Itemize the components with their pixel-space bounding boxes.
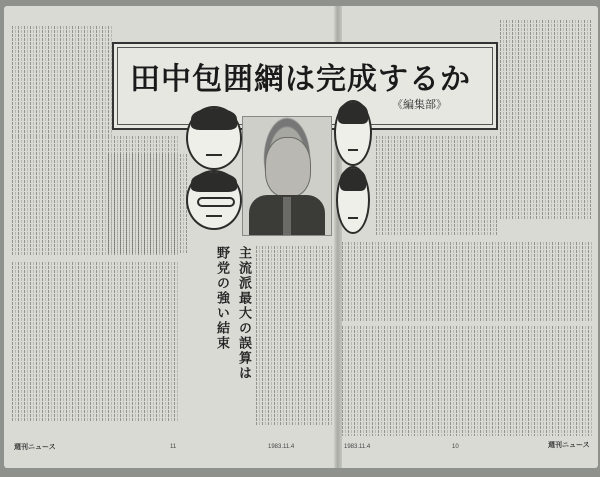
- footer-logo-left: 週刊ニュース: [14, 444, 56, 451]
- body-text-right-upper: [376, 136, 498, 236]
- footer-page-left: 11: [170, 444, 177, 450]
- footer-page-right: 10: [452, 444, 459, 450]
- portrait-photo: [242, 116, 332, 236]
- subheadline-part-1: 主流派最大の誤算は: [236, 246, 251, 381]
- body-text-right-top: [500, 20, 592, 220]
- caricature-1: [186, 106, 242, 170]
- byline: 《編集部》: [392, 98, 447, 111]
- body-text-center-left: [256, 246, 332, 426]
- caricature-4: [336, 166, 370, 234]
- subheadline: [181, 246, 251, 446]
- caricature-2: [186, 170, 242, 230]
- body-text-center-mid: [108, 154, 188, 254]
- body-text-right-middle: [342, 242, 592, 322]
- body-text-right-lower: [342, 326, 592, 436]
- body-text-left-top: [12, 26, 112, 136]
- subheadline-part-2: 野党の強い結束: [214, 246, 229, 351]
- caricature-3: [334, 100, 372, 166]
- footer-logo-right: 週刊ニュース: [548, 442, 590, 449]
- body-text-left-lower: [12, 262, 180, 422]
- portrait-tie: [283, 197, 291, 235]
- footer-date-left: 1983.11.4: [268, 444, 295, 450]
- footer-date-right: 1983.11.4: [344, 444, 371, 450]
- portrait-face: [265, 137, 311, 197]
- headline: 田中包囲網は完成するか: [130, 62, 471, 97]
